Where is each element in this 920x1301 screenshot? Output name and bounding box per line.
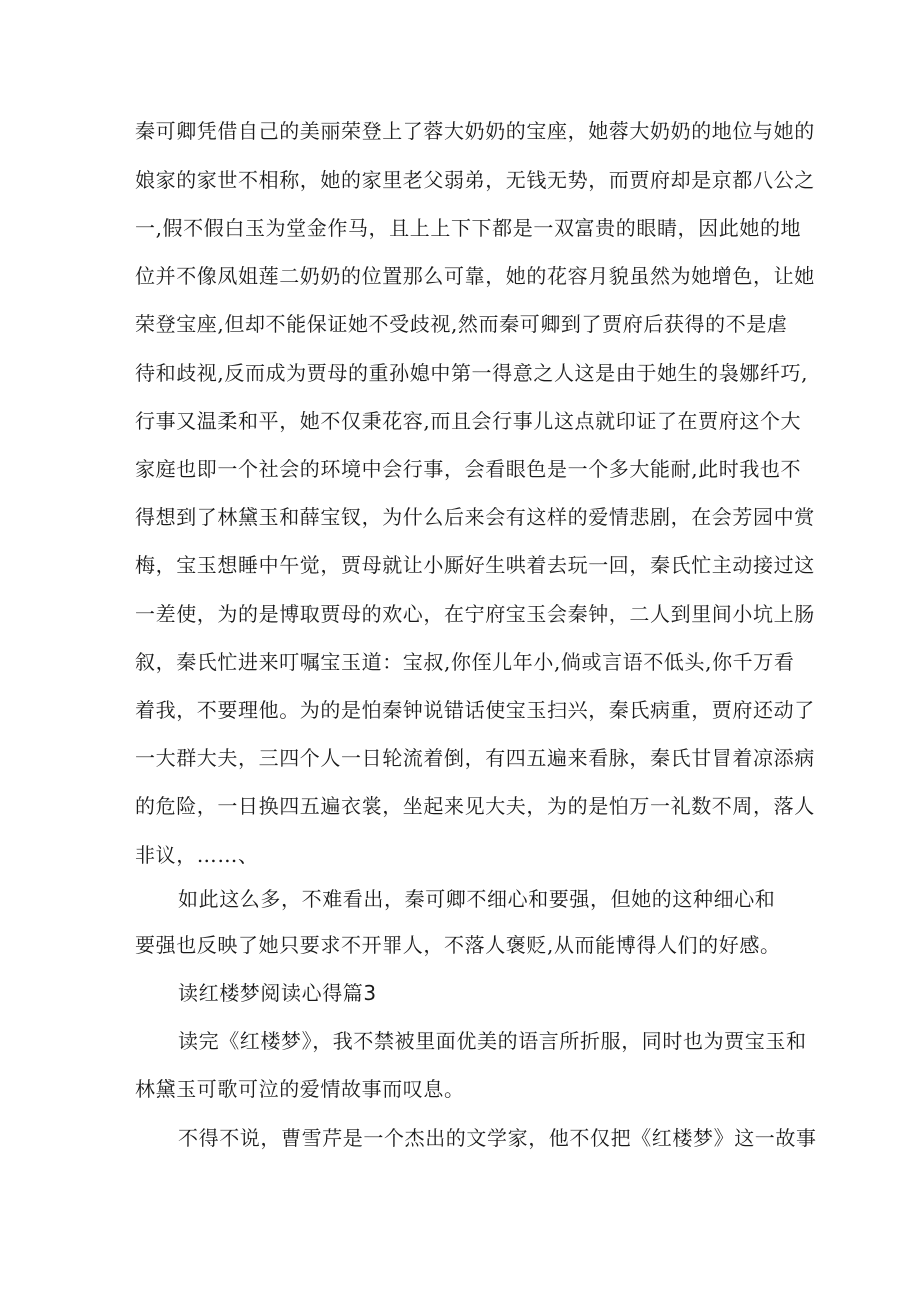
paragraph-line: 得想到了林黛玉和薛宝钗，为什么后来会有这样的爱情悲剧，在会芳园中赏 — [135, 505, 815, 529]
paragraph-line: 一差使，为的是博取贾母的欢心，在宁府宝玉会秦钟，二人到里间小坑上肠 — [135, 602, 815, 626]
section-heading: 读红楼梦阅读心得篇3 — [178, 981, 377, 1005]
paragraph-line: 着我，不要理他。为的是怕秦钟说错话使宝玉扫兴，秦氏病重，贾府还动了 — [135, 698, 815, 722]
paragraph-line: 不得不说，曹雪芹是一个杰出的文学家，他不仅把《红楼梦》这一故事 — [178, 1126, 817, 1150]
paragraph-line: 要强也反映了她只要求不开罪人，不落人褒贬,从而能博得人们的好感。 — [135, 933, 781, 957]
paragraph-line: 娘家的家世不相称，她的家里老父弱弟，无钱无势，而贾府却是京都八公之 — [135, 168, 815, 192]
paragraph-line: 行事又温柔和平，她不仅秉花容,而且会行事儿这点就印证了在贾府这个大 — [135, 409, 802, 433]
paragraph-line: 的危险，一日换四五遍衣裳，坐起来见大夫，为的是怕万一礼数不周，落人 — [135, 794, 815, 818]
paragraph-line: 一,假不假白玉为堂金作马，且上上下下都是一双富贵的眼睛，因此她的地 — [135, 216, 802, 240]
paragraph-line: 一大群大夫，三四个人一日轮流着倒，有四五遍来看脉，秦氏甘冒着凉添病 — [135, 746, 815, 770]
paragraph-line: 位并不像凤姐莲二奶奶的位置那么可靠，她的花容月貌虽然为她增色，让她 — [135, 264, 815, 288]
paragraph-line: 梅，宝玉想睡中午觉，贾母就让小厮好生哄着去玩一回，秦氏忙主动接过这 — [135, 553, 815, 577]
paragraph-line: 林黛玉可歌可泣的爱情故事而叹息。 — [135, 1077, 465, 1101]
paragraph-line: 秦可卿凭借自己的美丽荣登上了蓉大奶奶的宝座，她蓉大奶奶的地位与她的 — [135, 119, 815, 143]
paragraph-line: 读完《红楼梦》，我不禁被里面优美的语言所折服，同时也为贾宝玉和 — [178, 1029, 807, 1053]
paragraph-line: 如此这么多，不难看出，秦可卿不细心和要强，但她的这种细心和 — [178, 887, 776, 911]
paragraph-line: 非议，……、 — [135, 843, 259, 867]
paragraph-line: 荣登宝座,但却不能保证她不受歧视,然而秦可卿到了贾府后获得的不是虐 — [135, 312, 788, 336]
paragraph-line: 待和歧视,反而成为贾母的重孙媳中第一得意之人这是由于她生的袅娜纤巧, — [135, 361, 809, 385]
paragraph-line: 家庭也即一个社会的环境中会行事，会看眼色是一个多大能耐,此时我也不 — [135, 457, 802, 481]
paragraph-line: 叙，秦氏忙进来叮嘱宝玉道：宝叔,你侄儿年小,倘或言语不低头,你千万看 — [135, 650, 795, 674]
